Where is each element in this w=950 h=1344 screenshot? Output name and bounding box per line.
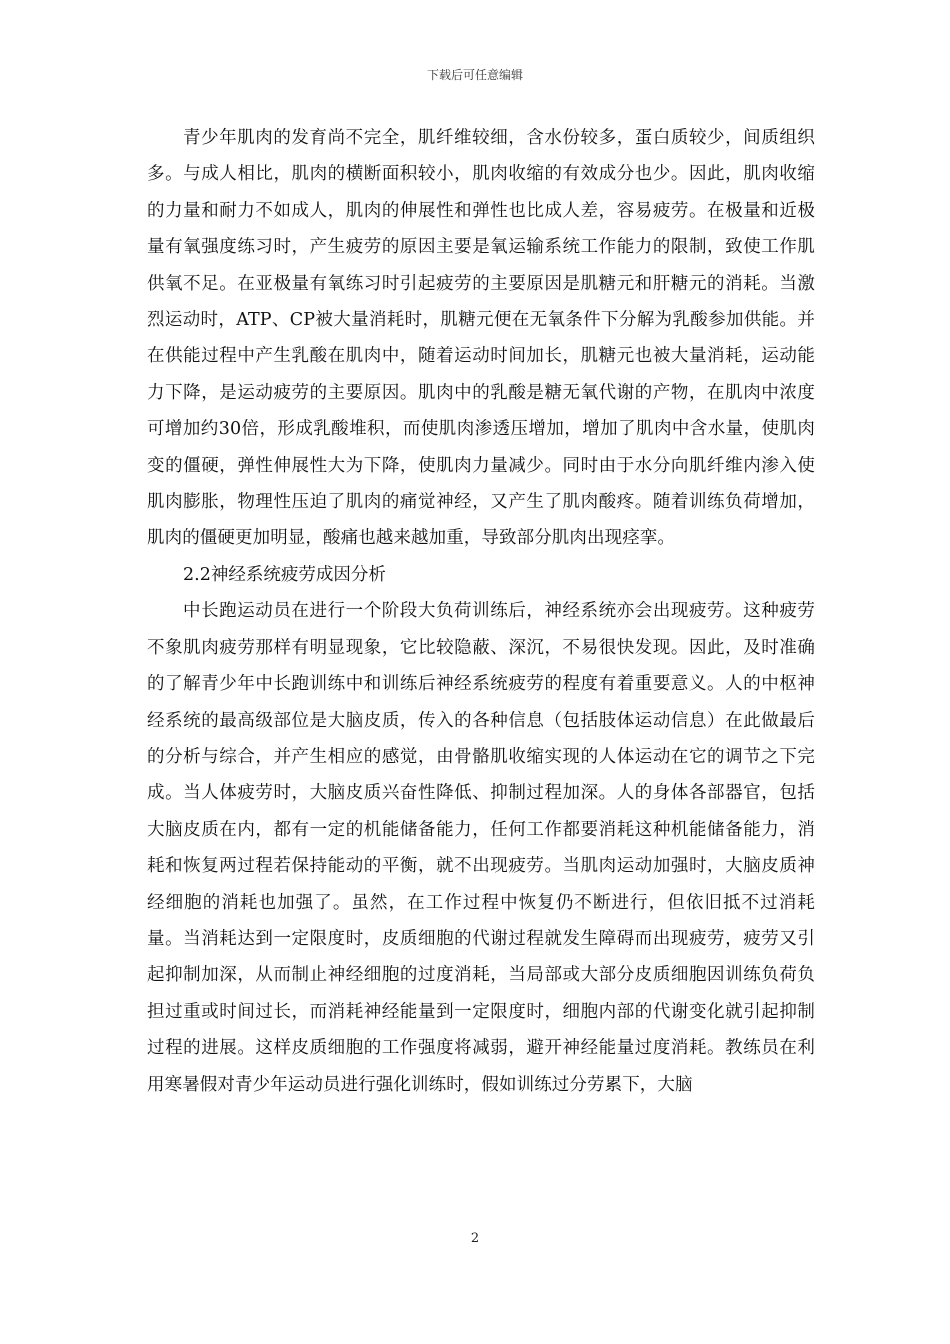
page-header: 下载后可任意编辑 [426,68,523,82]
paragraph-nervous-fatigue: 中长跑运动员在进行一个阶段大负荷训练后，神经系统亦会出现疲劳。这种疲劳不象肌肉疲劳那样有明显现象，它比较隐蔽、深沉，不易很快发现。因此，及时准确的了解青少年中长跑训练中和训练后神经系统疲劳的程度有着重要意义。人的中枢神经系统的最高级部位是大脑皮质，传入的各种信息（包括肢体运动信息）在此做最后的分析与综合，并产生相应的感觉，由骨骼肌收缩实现的人体运动在它的调节之下完成。当人体疲劳时，大脑皮质兴奋性降低、抑制过程加深。人的身体各部器官，包括大脑皮质在内，都有一定的机能储备能力，任何工作都要消耗这种机能储备能力，消耗和恢复两过程若保持能动的平衡，就不出现疲劳。当肌肉运动加强时，大脑皮质神经细胞的消耗也加强了。虽然，在工作过程中恢复仍不断进行，但依旧抵不过消耗量。当消耗达到一定限度时，皮质细胞的代谢过程就发生障碍而出现疲劳，疲劳又引起抑制加深，从而制止神经细胞的过度消耗，当局部或大部分皮质细胞因训练负荷负担过重或时间过长，而消耗神经能量到一定限度时，细胞内部的代谢变化就引起抑制过程的进展。这样皮质细胞的工作强度将减弱，避开神经能量过度消耗。教练员在利用寒暑假对青少年运动员进行强化训练时，假如训练过分劳累下，大脑 [147,601,815,1095]
paragraph-muscle-fatigue: 青少年肌肉的发育尚不完全，肌纤维较细，含水份较多，蛋白质较少，间质组织多。与成人相比，肌肉的横断面积较小，肌肉收缩的有效成分也少。因此，肌肉收缩的力量和耐力不如成人，肌肉的伸展性和弹性也比成人差，容易疲劳。在极量和近极量有氧强度练习时，产生疲劳的原因主要是氧运输系统工作能力的限制，致使工作肌供氧不足。在亚极量有氧练习时引起疲劳的主要原因是肌糖元和肝糖元的消耗。当激烈运动时，ATP、CP被大量消耗时，肌糖元便在无氧条件下分解为乳酸参加供能。并在供能过程中产生乳酸在肌肉中，随着运动时间加长，肌糖元也被大量消耗，运动能力下降，是运动疲劳的主要原因。肌肉中的乳酸是糖无氧代谢的产物，在肌肉中浓度可增加约30倍，形成乳酸堆积，而使肌肉渗透压增加，增加了肌肉中含水量，使肌肉变的僵硬，弹性伸展性大为下降，使肌肉力量减少。同时由于水分向肌纤维内渗入使肌肉膨胀，物理性压迫了肌肉的痛觉神经，又产生了肌肉酸疼。随着训练负荷增加，肌肉的僵硬更加明显，酸痛也越来越加重，导致部分肌肉出现痉挛。 [147,128,815,549]
body-text [147,120,815,1103]
section-heading: 2.2神经系统疲劳成因分析 [183,564,386,585]
page-number: 2 [470,1231,480,1246]
